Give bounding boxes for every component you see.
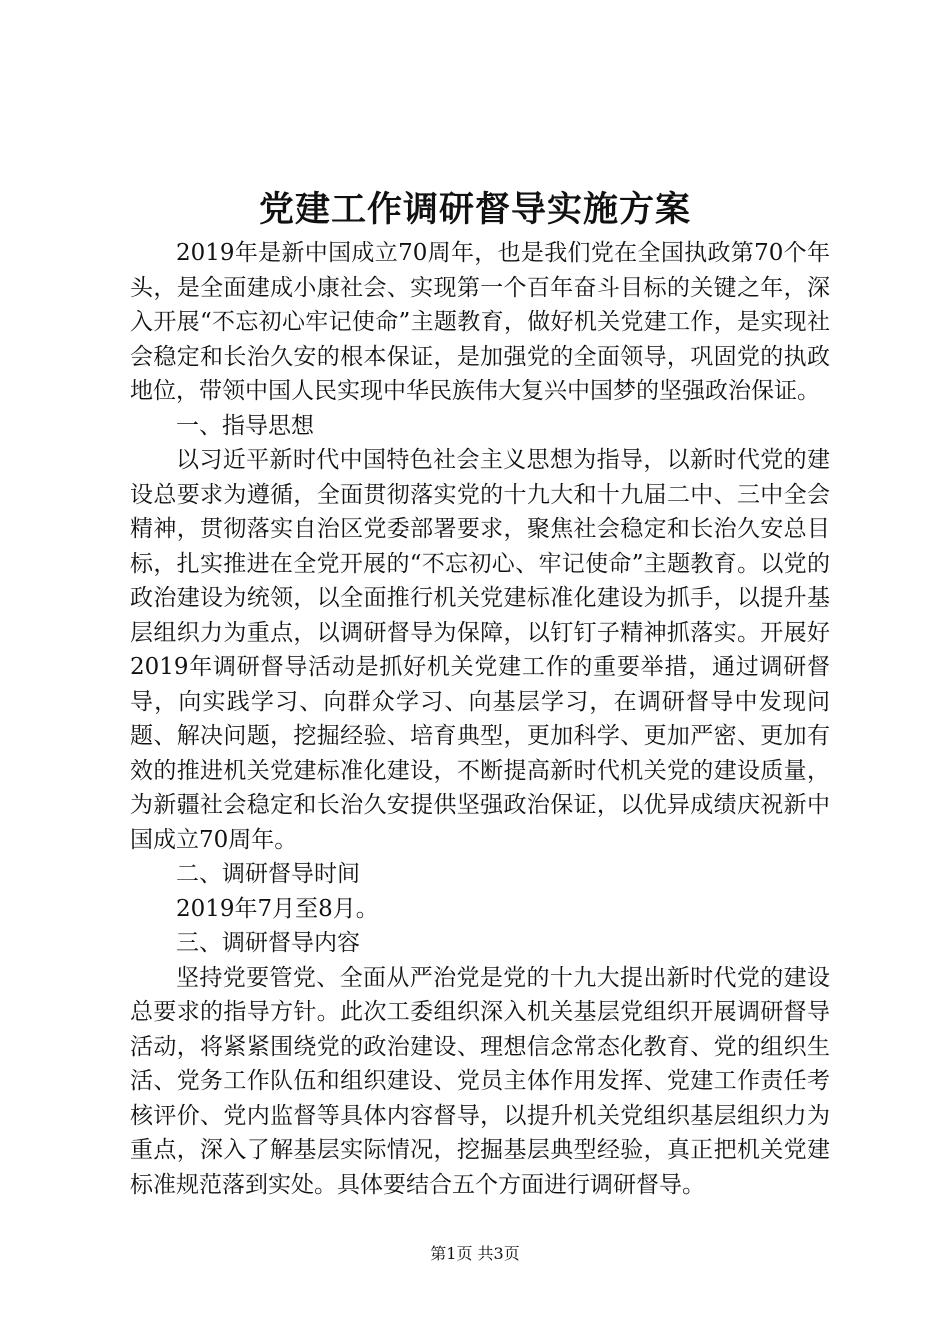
section-heading-guiding-ideology: 一、指导思想 — [176, 412, 314, 439]
page-number-footer: 第1页 共3页 — [430, 1244, 520, 1263]
document-body — [130, 236, 830, 1202]
paragraph-schedule: 2019年7月至8月。 — [176, 895, 379, 922]
section-heading-content: 三、调研督导内容 — [176, 930, 360, 956]
document-title: 党建工作调研督导实施方案 — [258, 189, 691, 230]
paragraph-guiding-ideology: 以习近平新时代中国特色社会主义思想为指导，以新时代党的建设总要求为遵循，全面贯彻落实党的十九大和十九届二中、三中全会精神，贯彻落实自治区党委部署要求，聚焦社会稳定和长治久安总目标，扎实推进在全党开展的“不忘初心、牢记使命”主题教育。以党的政治建设为统领，以全面推行机关党建标准化建设为抓手，以提升基层组织力为重点，以调研督导为保障，以钉钉子精神抓落实。开展好2019年调研督导活动是抓好机关党建工作的重要举措，通过调研督导，向实践学习、向群众学习、向基层学习，在调研督导中发现问题、解决问题，挖掘经验、培育典型，更加科学、更加严密、更加有效的推进机关党建标准化建设，不断提高新时代机关党的建设质量，为新疆社会稳定和长治久安提供坚强政治保证，以优异成绩庆祝新中国成立70周年。 — [130, 447, 830, 853]
section-heading-schedule: 二、调研督导时间 — [176, 861, 360, 887]
paragraph-content: 坚持党要管党、全面从严治党是党的十九大提出新时代党的建设总要求的指导方针。此次工委组织深入机关基层党组织开展调研督导活动，将紧紧围绕党的政治建设、理想信念常态化教育、党的组织生活、党务工作队伍和组织建设、党员主体作用发挥、党建工作责任考核评价、党内监督等具体内容督导，以提升机关党组织基层组织力为重点，深入了解基层实际情况，挖掘基层典型经验，真正把机关党建标准规范落到实处。具体要结合五个方面进行调研督导。 — [130, 964, 830, 1198]
paragraph-intro: 2019年是新中国成立70周年，也是我们党在全国执政第70个年头，是全面建成小康社会、实现第一个百年奋斗目标的关键之年，深入开展“不忘初心牢记使命”主题教育，做好机关党建工作，是实现社会稳定和长治久安的根本保证，是加强党的全面领导，巩固党的执政地位，带领中国人民实现中华民族伟大复兴中国梦的坚强政治保证。 — [130, 240, 830, 404]
